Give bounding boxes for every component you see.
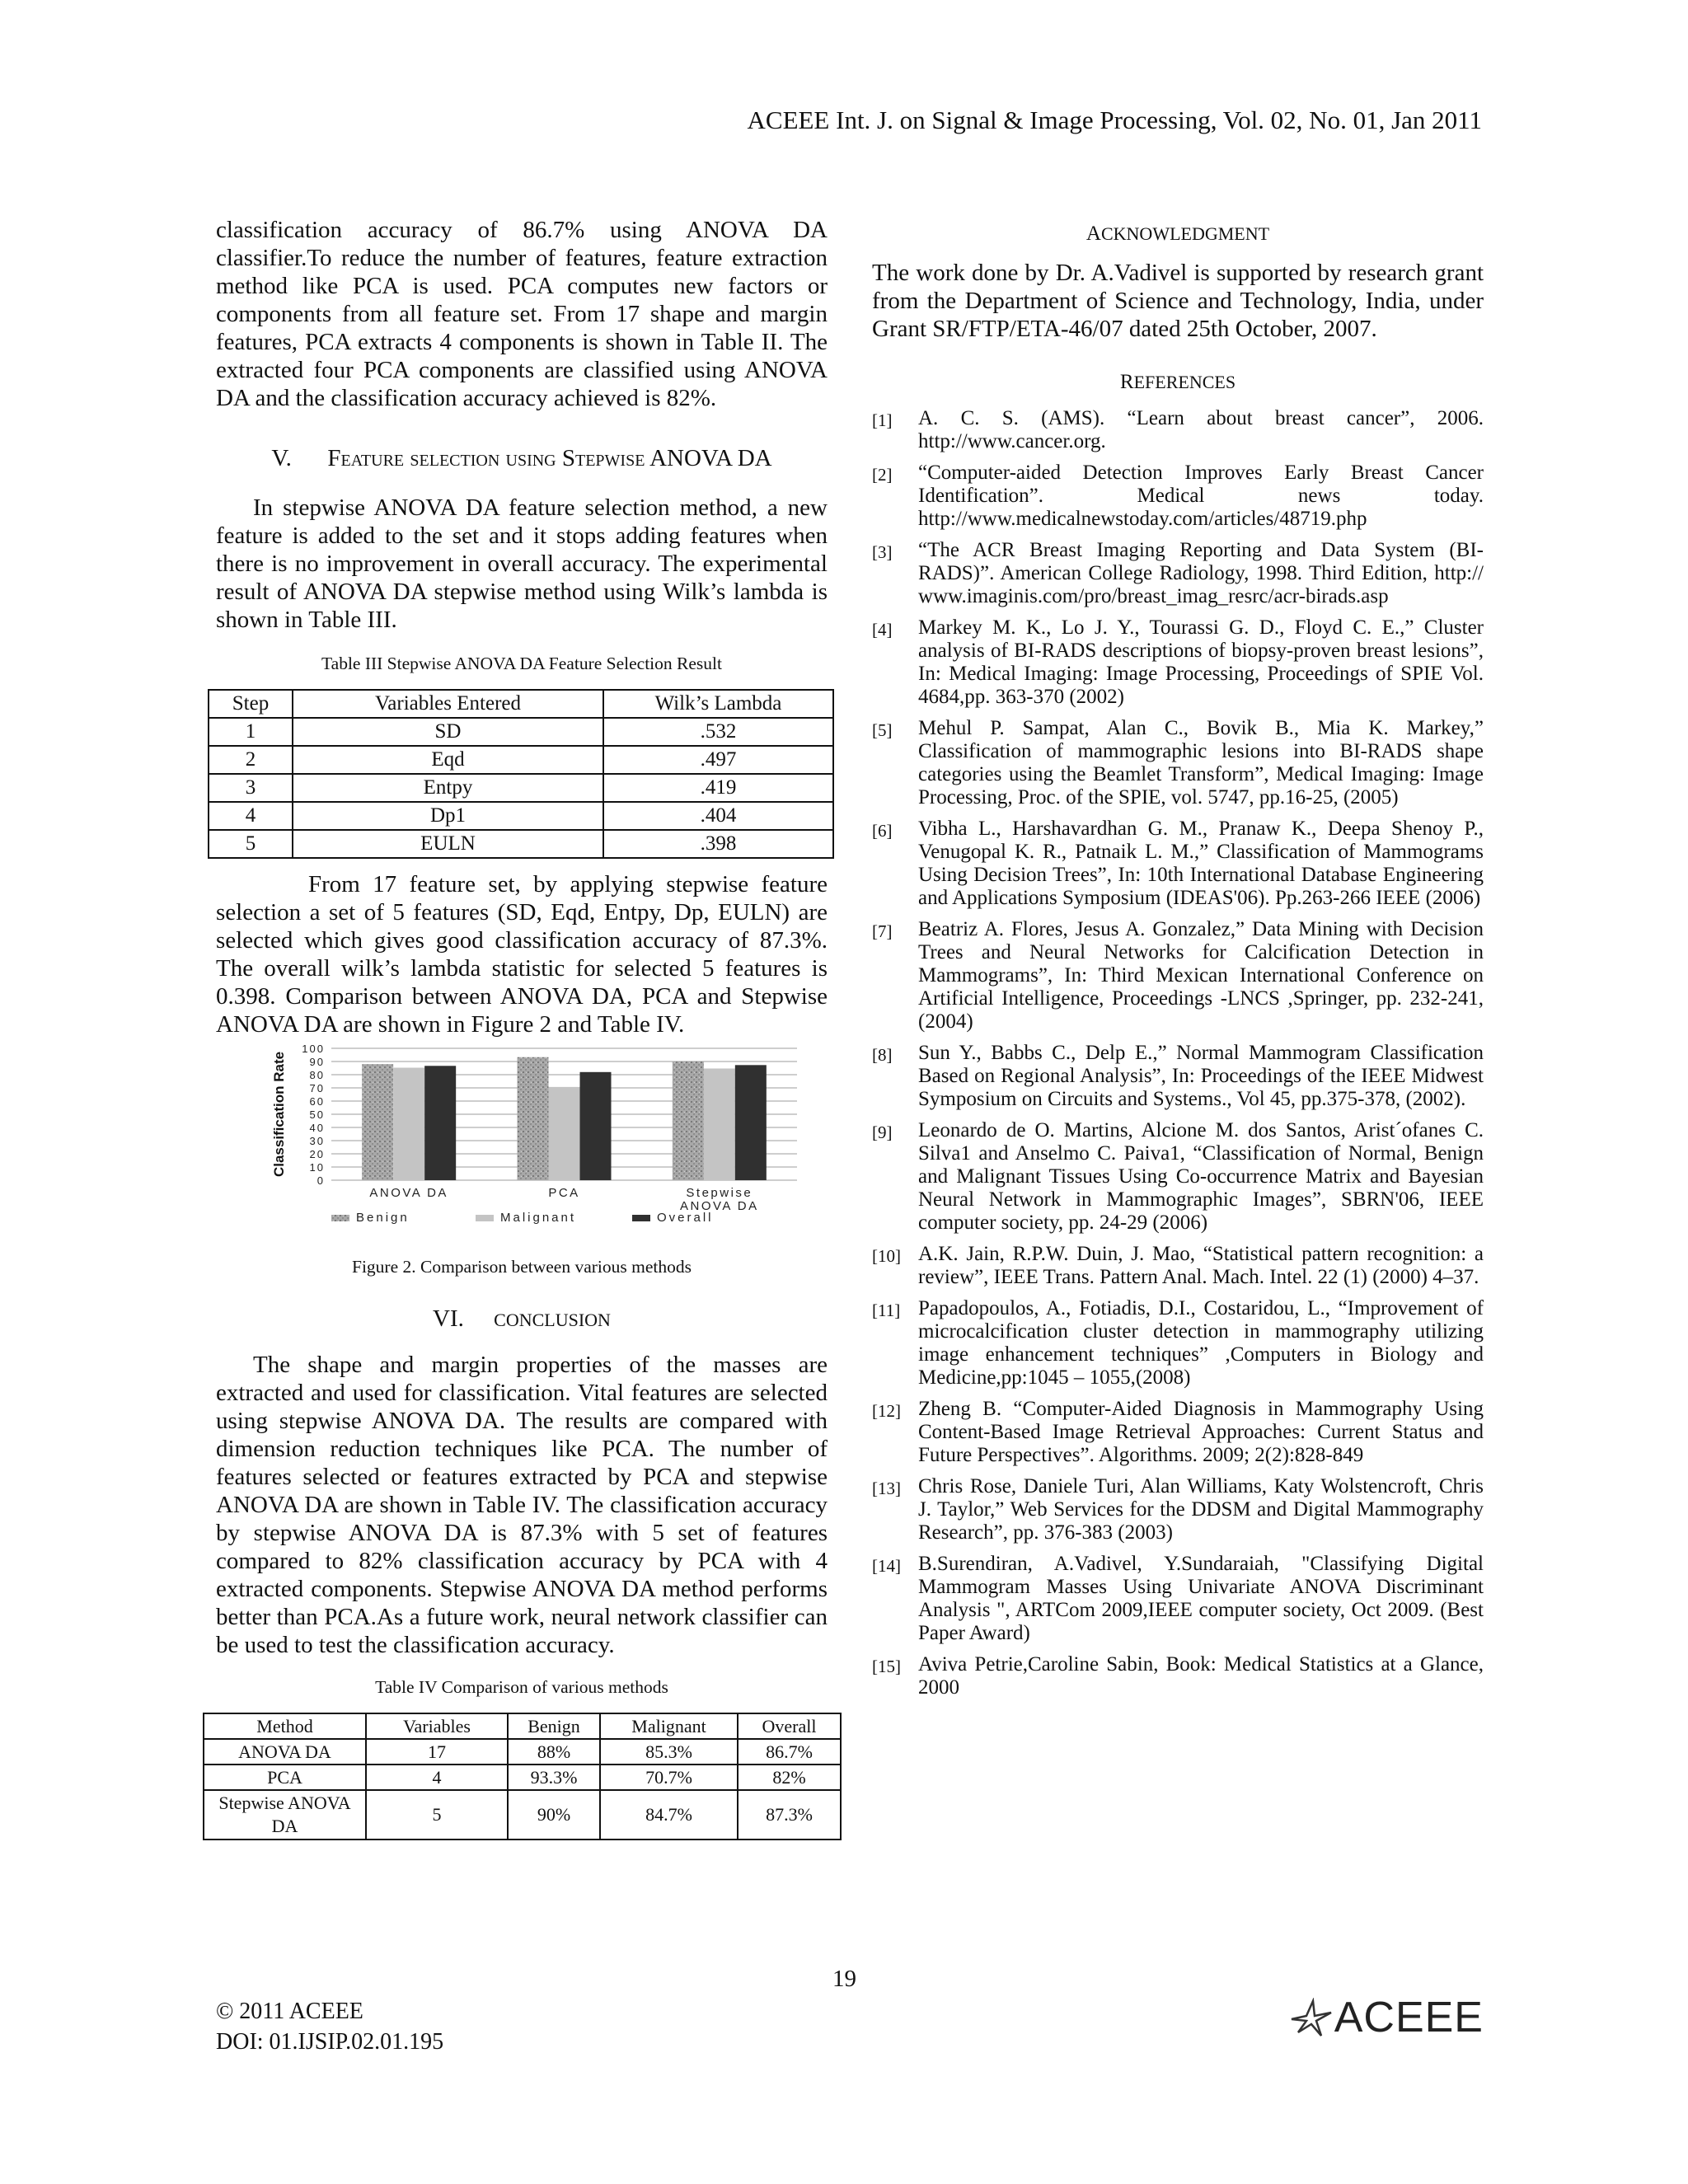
references-title-rest: EFERENCES: [1133, 372, 1236, 392]
y-tick-label: 80: [309, 1069, 325, 1081]
bar-benign: [673, 1062, 704, 1180]
table-3-cell: Dp1: [293, 802, 603, 830]
bar-benign: [362, 1064, 393, 1180]
x-tick-label: Stepwise: [686, 1186, 753, 1200]
left-column: [216, 216, 828, 1840]
reference-text: Sun Y., Babbs C., Delp E.,” Normal Mammogram Classification Based on Regional Analysis”, In: Proceedings of the IEEE Midwest Symposium on Circuits and Systems., Vol 45, pp.375-378, (2002).: [918, 1042, 1484, 1110]
aceee-logo: [1288, 1993, 1484, 2042]
table-3-cell: .398: [603, 830, 833, 858]
section-6-number: VI.: [433, 1305, 464, 1332]
reference-item: [872, 1553, 1484, 1645]
table-3-header-row: [209, 690, 833, 718]
bar-overall: [735, 1065, 767, 1180]
reference-item: [872, 462, 1484, 531]
intro-paragraph: classification accuracy of 86.7% using ANOVA DA classifier.To reduce the number of features, feature extraction method like PCA is used. PCA computes new factors or components from all feature set. From 17 shape and margin features, PCA extracts 4 components is shown in Table II. The extracted four PCA components are classified using ANOVA DA and the classification accuracy achieved is 82%.: [216, 217, 828, 411]
table-4-cell: 85.3%: [600, 1739, 738, 1765]
reference-text: “The ACR Breast Imaging Reporting and Data System (BI-RADS)”. American College Radiology, 1998. Third Edition, http:// www.imaginis.com/pro/breast_imag_resrc/acr-birads.asp: [918, 539, 1484, 607]
reference-text: Zheng B. “Computer-Aided Diagnosis in Mammography Using Content-Based Image Retrieval Approaches: Current Status and Future Perspectives”. Algorithms. 2009; 2(2):828-849: [918, 1398, 1484, 1466]
table-4-cell: PCA: [204, 1765, 366, 1790]
table-4-row: [204, 1765, 841, 1790]
table-4-cell: 4: [366, 1765, 508, 1790]
legend-label: Overall: [657, 1211, 714, 1225]
reference-number: [9]: [872, 1122, 893, 1142]
table-4-cell: 90%: [508, 1790, 600, 1840]
reference-number: [13]: [872, 1479, 901, 1498]
reference-item: [872, 1042, 1484, 1111]
acknowledgment-paragraph: The work done by Dr. A.Vadivel is supported by research grant from the Department of Science and Technology, India, under Grant SR/FTP/ETA-46/07 dated 25th October, 2007.: [872, 260, 1484, 342]
table-4-row: [204, 1739, 841, 1765]
reference-item: [872, 1297, 1484, 1390]
journal-header: ACEEE Int. J. on Signal & Image Processing, Vol. 02, No. 01, Jan 2011: [747, 105, 1482, 134]
table-3-cell: Eqd: [293, 746, 603, 774]
section-5-number: V.: [271, 445, 292, 471]
table-3-cell: Entpy: [293, 774, 603, 802]
reference-number: [12]: [872, 1401, 901, 1421]
doi: DOI: 01.IJSIP.02.01.195: [216, 2029, 444, 2055]
bar-overall: [580, 1072, 612, 1180]
table-3-cell: 5: [209, 830, 293, 858]
acknowledgment-title-initial: A: [1085, 223, 1101, 245]
reference-number: [5]: [872, 720, 893, 740]
table-3-row: [209, 746, 833, 774]
table-4-header-row: [204, 1713, 841, 1739]
table-4-header: Overall: [738, 1713, 841, 1739]
table-3-row: [209, 774, 833, 802]
reference-number: [3]: [872, 542, 893, 562]
reference-number: [15]: [872, 1657, 901, 1676]
reference-text: Aviva Petrie,Caroline Sabin, Book: Medical Statistics at a Glance, 2000: [918, 1653, 1484, 1699]
reference-item: [872, 407, 1484, 453]
table-4: [203, 1713, 842, 1840]
table-3-cell: SD: [293, 718, 603, 746]
y-tick-label: 30: [309, 1135, 325, 1147]
conclusion-paragraph: The shape and margin properties of the masses are extracted and used for classification. Vital features are selected using stepwise ANOVA DA. The results are compared with dimension reduction techniques like PCA. The number of features selected or features extracted by PCA and stepwise ANOVA DA are shown in Table IV. The classification accuracy by stepwise ANOVA DA is 87.3% with 5 set of features compared to 82% classification accuracy by PCA with 4 extracted components. Stepwise ANOVA DA method performs better than PCA.As a future work, neural network classifier can be used to test the classification accuracy.: [216, 1352, 828, 1658]
reference-number: [2]: [872, 465, 893, 485]
table-3: [208, 689, 834, 859]
table-3-cell: EULN: [293, 830, 603, 858]
reference-item: [872, 1653, 1484, 1699]
right-column: [872, 216, 1484, 1708]
page-number: 19: [832, 1966, 856, 1992]
reference-text: Beatriz A. Flores, Jesus A. Gonzalez,” Data Mining with Decision Trees and Neural Networks for Calcification Detection in Mammograms”, In: Third Mexican International Conference on Artificial Intelligence, Proceedings -LNCS ,Springer, pp. 232-241,(2004): [918, 918, 1484, 1033]
table-3-row: [209, 802, 833, 830]
table-3-header: Wilk’s Lambda: [603, 690, 833, 718]
legend-label: Benign: [356, 1211, 410, 1225]
figure-2-caption: Figure 2. Comparison between various methods: [351, 1257, 692, 1277]
reference-item: [872, 1119, 1484, 1235]
reference-text: “Computer-aided Detection Improves Early Breast Cancer Identification”. Medical news today. http://www.medicalnewstoday.com/articles/48719.php: [918, 462, 1484, 530]
table-4-row: [204, 1790, 841, 1840]
table-4-cell: ANOVA DA: [204, 1739, 366, 1765]
section-5-paragraph: In stepwise ANOVA DA feature selection method, a new feature is added to the set and it stops adding features when there is no improvement in overall accuracy. The experimental result of ANOVA DA stepwise method using Wilk’s lambda is shown in Table III.: [216, 494, 828, 633]
table-4-cell: 82%: [738, 1765, 841, 1790]
bar-chart: [265, 1042, 809, 1246]
y-tick-label: 50: [309, 1108, 325, 1121]
logo-text: ACEEE: [1334, 1994, 1484, 2041]
table-4-cell: 88%: [508, 1739, 600, 1765]
y-tick-label: 100: [302, 1043, 325, 1055]
table-4-cell: Stepwise ANOVA DA: [204, 1790, 366, 1840]
bar-benign: [518, 1057, 549, 1180]
table-3-cell: 3: [209, 774, 293, 802]
bar-malignant: [704, 1068, 735, 1180]
reference-text: Chris Rose, Daniele Turi, Alan Williams, Katy Wolstencroft, Chris J. Taylor,” Web Services for the DDSM and Digital Mammography Research”, pp. 376-383 (2003): [918, 1475, 1484, 1544]
reference-item: [872, 818, 1484, 910]
table-4-cell: 70.7%: [600, 1765, 738, 1790]
acknowledgment-title-rest: CKNOWLEDGMENT: [1100, 223, 1270, 244]
reference-number: [1]: [872, 410, 893, 430]
references-title-initial: R: [1119, 371, 1134, 393]
table-4-cell: 17: [366, 1739, 508, 1765]
footer-info: [216, 1996, 443, 2057]
x-tick-label: PCA: [548, 1186, 580, 1200]
y-tick-label: 70: [309, 1082, 325, 1094]
table-3-caption: Table III Stepwise ANOVA DA Feature Selection Result: [321, 654, 722, 673]
bar-overall: [424, 1066, 456, 1180]
reference-item: [872, 539, 1484, 608]
reference-text: Mehul P. Sampat, Alan C., Bovik B., Mia K. Markey,” Classification of mammographic lesions into BI-RADS shape categories using the Beamlet Transform”, Medical Imaging: Image Processing, Proc. of the SPIE, vol. 5747, pp.16-25, (2005): [918, 717, 1484, 808]
legend-swatch: [476, 1215, 494, 1221]
reference-text: A.K. Jain, R.P.W. Duin, J. Mao, “Statistical pattern recognition: a review”, IEEE Trans. Pattern Anal. Mach. Intel. 22 (1) (2000) 4–37.: [918, 1243, 1484, 1288]
reference-text: Markey M. K., Lo J. Y., Tourassi G. D., Floyd C. E.,” Cluster analysis of BI-RADS descriptions of biopsy-proven breast lesions”, In: Medical Imaging: Image Processing, Proceedings of SPIE Vol. 4684,pp. 363-370 (2002): [918, 616, 1484, 708]
table-3-row: [209, 830, 833, 858]
table-4-cell: 93.3%: [508, 1765, 600, 1790]
reference-item: [872, 616, 1484, 709]
reference-item: [872, 1475, 1484, 1544]
reference-item: [872, 918, 1484, 1033]
references-heading: [872, 371, 1484, 394]
aceee-star-icon: [1288, 1998, 1334, 2037]
legend-swatch: [632, 1215, 650, 1221]
reference-number: [14]: [872, 1556, 901, 1576]
table-3-header: Step: [209, 690, 293, 718]
section-6-title: CONCLUSION: [494, 1310, 611, 1330]
reference-number: [8]: [872, 1045, 893, 1065]
y-tick-label: 60: [309, 1095, 325, 1108]
reference-number: [7]: [872, 921, 893, 941]
table-4-header: Variables: [366, 1713, 508, 1739]
table-3-cell: 2: [209, 746, 293, 774]
y-tick-label: 20: [309, 1148, 325, 1160]
table-4-cell: 5: [366, 1790, 508, 1840]
section-6-heading: [216, 1305, 828, 1333]
table-4-header: Benign: [508, 1713, 600, 1739]
copyright: © 2011 ACEEE: [216, 1999, 363, 2024]
table-4-header: Method: [204, 1713, 366, 1739]
table-3-cell: 4: [209, 802, 293, 830]
y-axis-label: Classification Rate: [271, 1051, 287, 1178]
reference-text: Leonardo de O. Martins, Alcione M. dos Santos, Arist´ofanes C. Silva1 and Anselmo C. Paiva1, “Classification of Normal, Benign and Malignant Tissues Using Co-occurrence Matrix and Bayesian Neural Network in Mammographic Images”, SBRN'06, IEEE computer society, pp. 24-29 (2006): [918, 1119, 1484, 1234]
reference-item: [872, 1243, 1484, 1289]
table-3-cell: .404: [603, 802, 833, 830]
reference-text: B.Surendiran, A.Vadivel, Y.Sundaraiah, "Classifying Digital Mammogram Masses Using Univariate ANOVA Discriminant Analysis ", ARTCom 2009,IEEE computer society, Oct 2009. (Best Paper Award): [918, 1553, 1484, 1644]
reference-text: A. C. S. (AMS). “Learn about breast cancer”, 2006. http://www.cancer.org.: [918, 407, 1484, 452]
y-tick-label: 0: [316, 1174, 325, 1187]
legend-swatch: [331, 1215, 349, 1221]
paragraph-after-table-3: From 17 feature set, by applying stepwise feature selection a set of 5 features (SD, Eqd, Entpy, Dp, EULN) are selected which gives good classification accuracy of 87.3%. The overall wilk’s lambda statistic for selected 5 features is 0.398. Comparison between ANOVA DA, PCA and Stepwise ANOVA DA are shown in Figure 2 and Table IV.: [216, 871, 828, 1038]
section-5-heading: [216, 445, 828, 472]
table-3-cell: .532: [603, 718, 833, 746]
table-4-caption: Table IV Comparison of various methods: [375, 1677, 668, 1697]
table-3-cell: .419: [603, 774, 833, 802]
table-4-header: Malignant: [600, 1713, 738, 1739]
table-4-cell: 87.3%: [738, 1790, 841, 1840]
y-tick-label: 40: [309, 1122, 325, 1134]
reference-number: [4]: [872, 620, 893, 640]
reference-number: [11]: [872, 1301, 901, 1320]
bar-malignant: [549, 1087, 580, 1180]
table-4-cell: 86.7%: [738, 1739, 841, 1765]
references-list: [872, 407, 1484, 1699]
reference-item: [872, 717, 1484, 809]
table-3-row: [209, 718, 833, 746]
bar-malignant: [393, 1068, 424, 1180]
reference-item: [872, 1398, 1484, 1467]
y-tick-label: 10: [309, 1161, 325, 1174]
table-3-cell: .497: [603, 746, 833, 774]
table-3-header: Variables Entered: [293, 690, 603, 718]
y-tick-label: 90: [309, 1056, 325, 1068]
table-3-cell: 1: [209, 718, 293, 746]
table-4-cell: 84.7%: [600, 1790, 738, 1840]
acknowledgment-heading: [872, 223, 1484, 246]
reference-number: [10]: [872, 1246, 901, 1266]
section-5-title: Feature selection using Stepwise ANOVA DA: [327, 445, 772, 471]
reference-number: [6]: [872, 821, 893, 841]
legend-label: Malignant: [500, 1211, 577, 1225]
x-tick-label: ANOVA DA: [369, 1186, 448, 1200]
reference-text: Papadopoulos, A., Fotiadis, D.I., Costaridou, L., “Improvement of microcalcification cluster detection in mammography utilizing image enhancement techniques” ,Computers in Biology and Medicine,pp:1045 – 1055,(2008): [918, 1297, 1484, 1389]
x-tick-label: ANOVA DA: [680, 1199, 759, 1213]
reference-text: Vibha L., Harshavardhan G. M., Pranaw K., Deepa Shenoy P., Venugopal K. R., Patnaik L. M.,” Classification of Mammograms Using Decision Trees”, In: 10th International Database Engineering and Applications Symposium (IDEAS'06). Pp.263-266 IEEE (2006): [918, 818, 1484, 909]
figure-2-chart: [265, 1042, 828, 1250]
